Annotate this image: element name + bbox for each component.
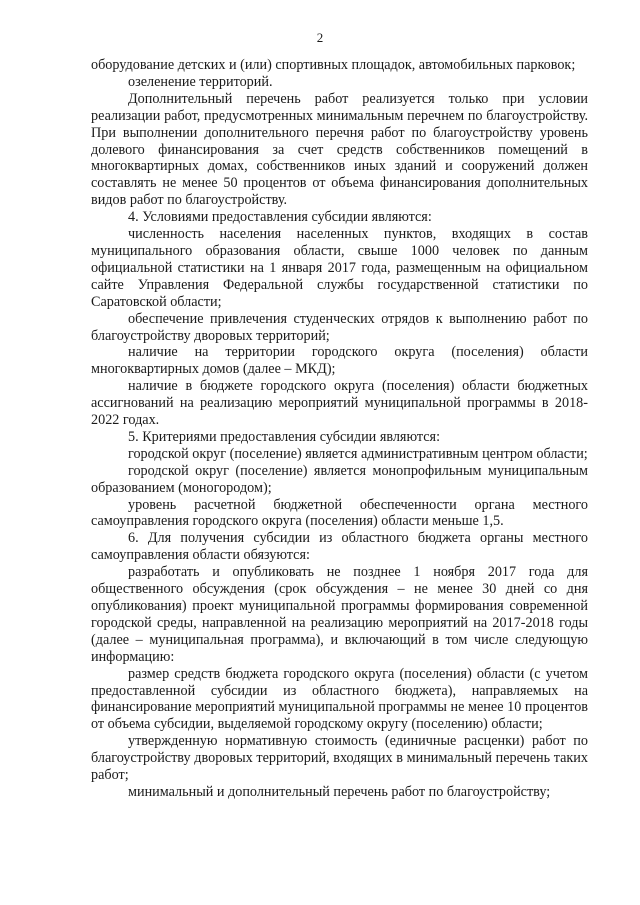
document-body bbox=[91, 57, 588, 801]
paragraph: городской округ (поселение) является монопрофильным муниципальным образованием (моногородом); bbox=[91, 462, 588, 496]
paragraph: Дополнительный перечень работ реализуется только при условии реализации работ, предусмотренных минимальным перечнем по благоустройству. При выполнении дополнительного перечня работ по благоустройству уровень долевого финансирования за счет средств собственников помещений в многоквартирных домах, собственников иных зданий и сооружений должен составлять не менее 50 процентов от объема финансирования дополнительных видов работ по благоустройству. bbox=[91, 90, 588, 209]
section-heading: 6. Для получения субсидии из областного бюджета органы местного самоуправления области обязуются: bbox=[91, 530, 588, 564]
page-number: 2 bbox=[316, 30, 324, 45]
paragraph: численность населения населенных пунктов, входящих в состав муниципального образования области, свыше 1000 человек по данным официальной статистики на 1 января 2017 года, размещенным на официальном сайте Управления Федеральной службы государственной статистики по Саратовской области; bbox=[91, 226, 588, 310]
paragraph: наличие на территории городского округа (поселения) области многоквартирных домов (далее – МКД); bbox=[91, 344, 588, 378]
paragraph: наличие в бюджете городского округа (поселения) области бюджетных ассигнований на реализацию мероприятий муниципальной программы в 2018-2022 годах. bbox=[91, 378, 588, 429]
paragraph: минимальный и дополнительный перечень работ по благоустройству; bbox=[128, 783, 551, 800]
paragraph: городской округ (поселение) является административным центром области; bbox=[128, 445, 588, 462]
paragraph: разработать и опубликовать не позднее 1 ноября 2017 года для общественного обсуждения (срок обсуждения – не менее 30 дней со дня опубликования) проект муниципальной программы формирования современной городской среды, направленной на реализацию мероприятий на 2017-2018 годы (далее – муниципальная программа), и включающий в том числе следующую информацию: bbox=[91, 564, 588, 665]
paragraph: озеленение территорий. bbox=[128, 73, 273, 90]
paragraph: утвержденную нормативную стоимость (единичные расценки) работ по благоустройству дворовых территорий, входящих в минимальный перечень таких работ; bbox=[91, 733, 588, 784]
paragraph: оборудование детских и (или) спортивных площадок, автомобильных парковок; bbox=[91, 57, 576, 73]
section-heading: 4. Условиями предоставления субсидии являются: bbox=[128, 209, 432, 226]
paragraph: размер средств бюджета городского округа (поселения) области (с учетом предоставленной субсидии из областного бюджета), направляемых на финансирование мероприятий муниципальной программы не менее 10 процентов от объема субсидии, выделяемой городскому округу (поселению) области; bbox=[91, 665, 588, 733]
paragraph: обеспечение привлечения студенческих отрядов к выполнению работ по благоустройству дворовых территорий; bbox=[91, 310, 588, 344]
paragraph: уровень расчетной бюджетной обеспеченности органа местного самоуправления городского округа (поселения) области меньше 1,5. bbox=[91, 496, 588, 530]
section-heading: 5. Критериями предоставления субсидии являются: bbox=[128, 428, 441, 445]
